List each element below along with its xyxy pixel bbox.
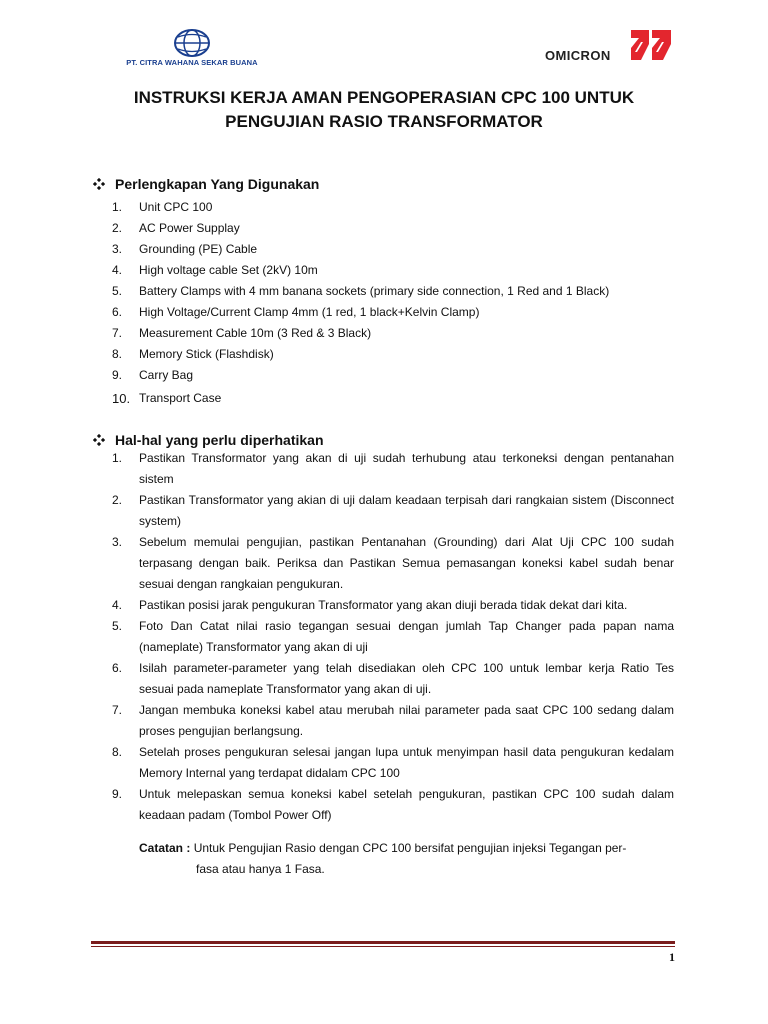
item-number: 2. xyxy=(112,493,123,507)
company-name: PT. CITRA WAHANA SEKAR BUANA xyxy=(126,58,258,67)
omicron-logo xyxy=(545,26,675,66)
list-item xyxy=(112,700,674,742)
item-text: Grounding (PE) Cable xyxy=(139,242,258,256)
item-text: Carry Bag xyxy=(139,368,194,382)
list-item xyxy=(112,532,674,595)
item-number: 5. xyxy=(112,284,123,298)
item-text: Unit CPC 100 xyxy=(139,200,213,214)
document-title xyxy=(60,86,708,134)
item-text: Pastikan Transformator yang akan di uji sudah terhubung atau terkoneksi dengan pentanahan sistem xyxy=(139,451,674,486)
list-item xyxy=(112,448,674,490)
item-number: 1. xyxy=(112,451,123,465)
equipment-heading xyxy=(93,176,319,192)
list-item xyxy=(112,658,674,700)
omicron-logo-icon xyxy=(629,28,673,62)
item-text: Sebelum memulai pengujian, pastikan Pentanahan (Grounding) dari Alat Uji CPC 100 sudah terpasang dengan baik. Periksa dan Pastikan Semua pemasangan koneksi kabel sudah benar sesuai dengan rangkaian pengukuran. xyxy=(139,535,674,591)
item-number: 4. xyxy=(112,263,123,277)
item-text: Setelah proses pengukuran selesai jangan lupa untuk menyimpan hasil data pengukuran kedalam Memory Internal yang terdapat didalam CPC 100 xyxy=(139,745,674,780)
item-text: Foto Dan Catat nilai rasio tegangan sesuai dengan jumlah Tap Changer pada papan nama (nameplate) Transformator yang akan di uji xyxy=(139,619,674,654)
item-text: High Voltage/Current Clamp 4mm (1 red, 1 black+Kelvin Clamp) xyxy=(139,305,480,319)
item-text: Untuk melepaskan semua koneksi kabel setelah pengukuran, pastikan CPC 100 sudah dalam keadaan padam (Tombol Power Off) xyxy=(139,787,674,822)
list-item xyxy=(112,742,674,784)
list-item xyxy=(112,239,674,260)
list-item xyxy=(112,302,674,323)
item-number: 2. xyxy=(112,221,123,235)
list-item xyxy=(112,218,674,239)
list-item xyxy=(112,784,674,826)
page-number: 1 xyxy=(669,950,675,964)
title-line-1: INSTRUKSI KERJA AMAN PENGOPERASIAN CPC 100 UNTUK xyxy=(133,88,635,107)
item-number: 3. xyxy=(112,242,123,256)
company-logo xyxy=(112,28,272,72)
item-number: 6. xyxy=(112,305,123,319)
list-item xyxy=(112,344,674,365)
list-item xyxy=(112,595,674,616)
item-text: High voltage cable Set (2kV) 10m xyxy=(139,263,318,277)
item-number: 3. xyxy=(112,535,123,549)
list-item xyxy=(112,365,674,386)
item-number: 6. xyxy=(112,661,123,675)
attention-heading xyxy=(93,432,324,448)
item-text: Memory Stick (Flashdisk) xyxy=(139,347,274,361)
note-label: Catatan : xyxy=(139,841,191,855)
item-text: Pastikan posisi jarak pengukuran Transformator yang akan diuji berada tidak dekat dari kita. xyxy=(139,598,628,612)
list-item xyxy=(112,323,674,344)
item-number: 8. xyxy=(112,347,123,361)
attention-list xyxy=(112,448,674,826)
item-number: 5. xyxy=(112,619,123,633)
attention-heading-text: Hal-hal yang perlu diperhatikan xyxy=(115,432,324,448)
item-number: 8. xyxy=(112,745,123,759)
item-text: AC Power Supplay xyxy=(139,221,240,235)
list-item xyxy=(112,490,674,532)
item-text: Jangan membuka koneksi kabel atau merubah nilai parameter pada saat CPC 100 sedang dalam proses pengujian berlangsung. xyxy=(139,703,674,738)
list-item xyxy=(112,616,674,658)
item-number: 10. xyxy=(112,391,131,406)
list-item xyxy=(112,281,674,302)
globe-logo-icon xyxy=(172,28,212,58)
footer-rule xyxy=(91,941,675,944)
title-line-2: PENGUJIAN RASIO TRANSFORMATOR xyxy=(225,112,543,131)
list-item xyxy=(112,388,674,409)
equipment-list xyxy=(112,197,674,409)
list-item xyxy=(112,260,674,281)
footer-rule-thin xyxy=(91,946,675,947)
item-text: Battery Clamps with 4 mm banana sockets (primary side connection, 1 Red and 1 Black) xyxy=(139,284,610,298)
note-block xyxy=(139,838,669,880)
item-number: 4. xyxy=(112,598,123,612)
note-line-2: fasa atau hanya 1 Fasa. xyxy=(196,862,325,876)
item-number: 7. xyxy=(112,703,123,717)
item-number: 9. xyxy=(112,368,123,382)
note-line-1: Untuk Pengujian Rasio dengan CPC 100 bersifat pengujian injeksi Tegangan per- xyxy=(193,841,627,855)
list-item xyxy=(112,197,674,218)
brand-name: OMICRON xyxy=(545,48,611,63)
item-number: 1. xyxy=(112,200,123,214)
item-number: 9. xyxy=(112,787,123,801)
diamond-bullet-icon xyxy=(93,178,105,190)
item-text: Transport Case xyxy=(139,391,222,405)
diamond-bullet-icon xyxy=(93,434,105,446)
item-number: 7. xyxy=(112,326,123,340)
item-text: Pastikan Transformator yang akian di uji dalam keadaan terpisah dari rangkaian sistem (Disconnect system) xyxy=(139,493,674,528)
item-text: Measurement Cable 10m (3 Red & 3 Black) xyxy=(139,326,372,340)
equipment-heading-text: Perlengkapan Yang Digunakan xyxy=(115,176,320,192)
item-text: Isilah parameter-parameter yang telah disediakan oleh CPC 100 untuk lembar kerja Ratio Tes sesuai pada nameplate Transformator yang akan di uji. xyxy=(139,661,674,696)
